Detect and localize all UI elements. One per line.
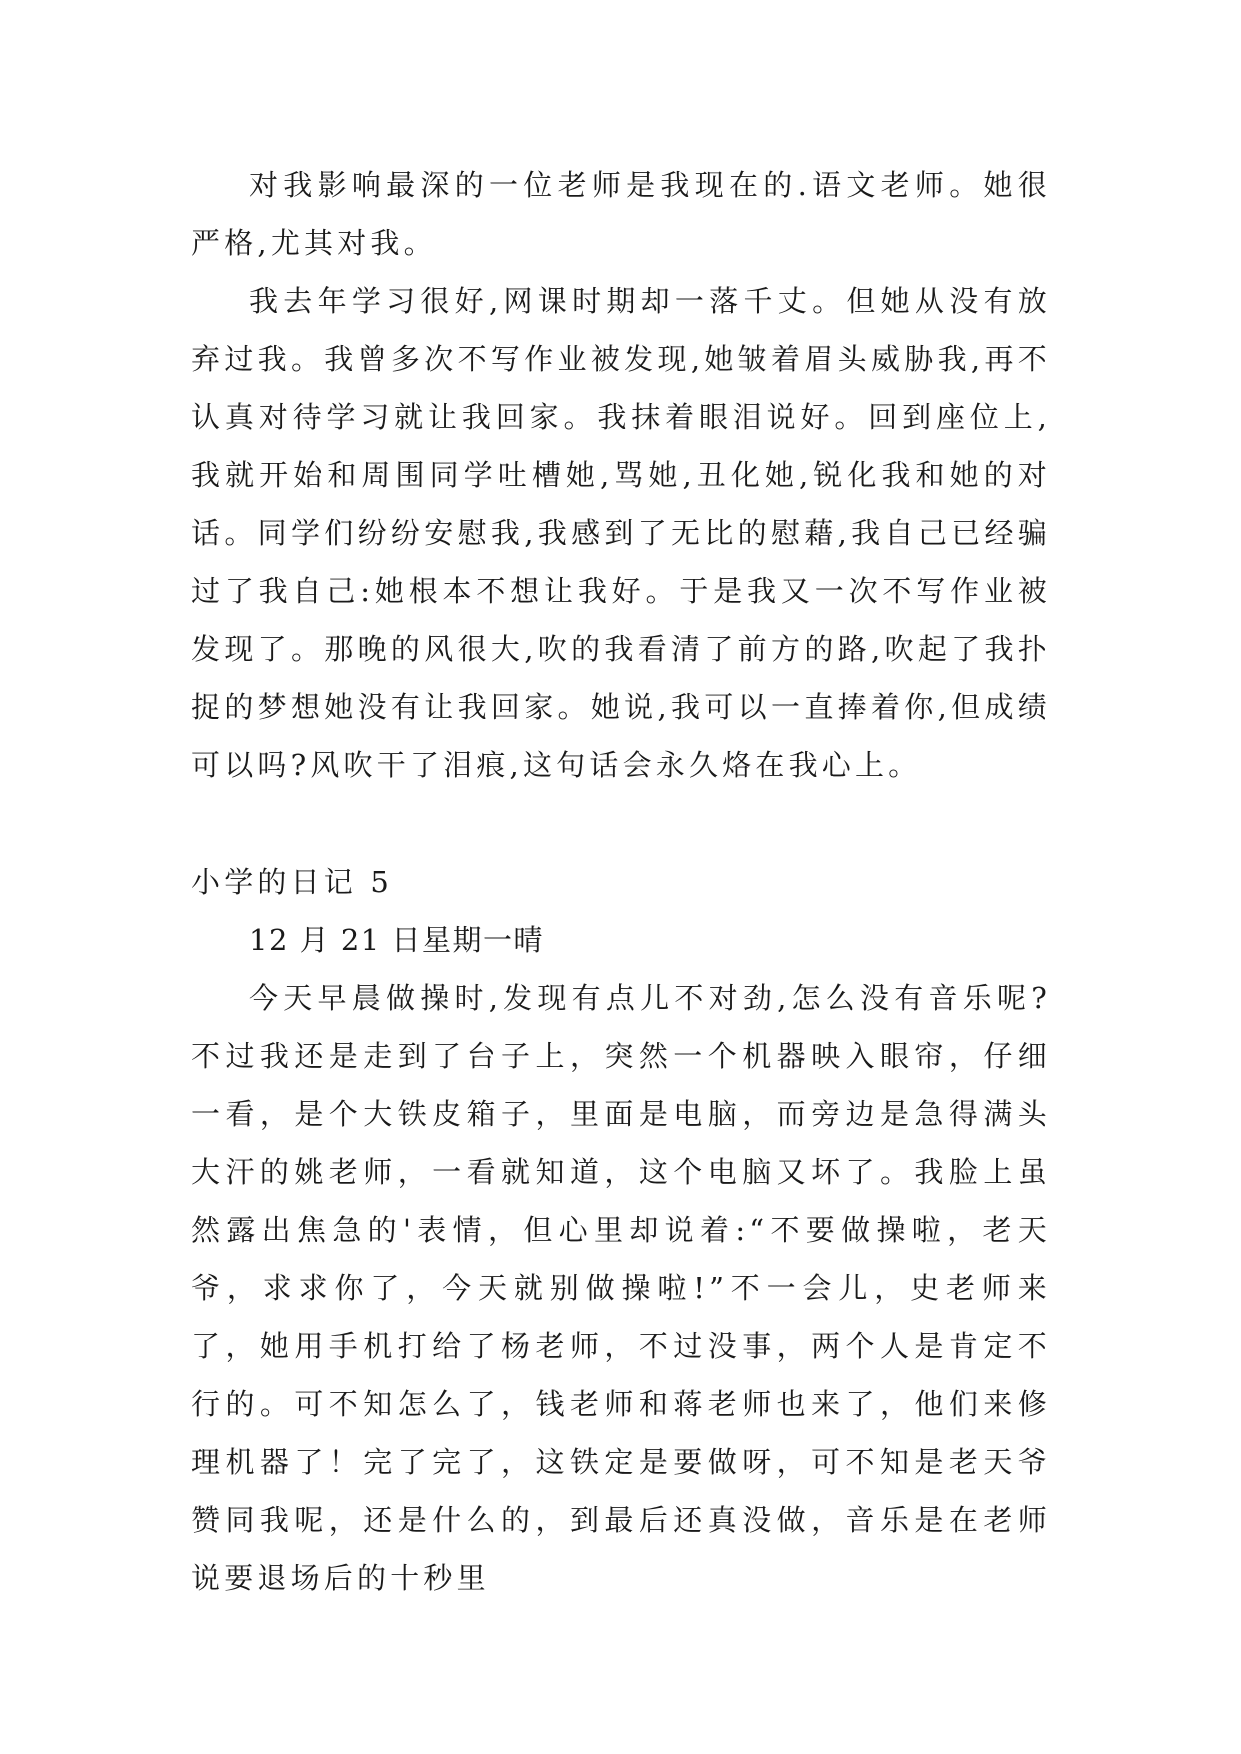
essay-paragraph-1: 对我影响最深的一位老师是我现在的.语文老师。她很严格,尤其对我。 xyxy=(191,168,1051,260)
diary-section xyxy=(191,853,1051,1607)
diary-paragraph-1: 今天早晨做操时,发现有点儿不对劲,怎么没有音乐呢?不过我还是走到了台子上，突然一个机器映入眼帘，仔细一看，是个大铁皮箱子，里面是电脑，而旁边是急得满头大汗的姚老师，一看就知道，这个电脑又坏了。我脸上虽然露出焦急的'表情，但心里却说着:“不要做操啦，老天爷，求求你了，今天就别做操啦!”不一会儿，史老师来了，她用手机打给了杨老师，不过没事，两个人是肯定不行的。可不知怎么了，钱老师和蒋老师也来了，他们来修理机器了！完了完了，这铁定是要做呀，可不知是老天爷赞同我呢，还是什么的，到最后还真没做，音乐是在老师说要退场后的十秒里 xyxy=(191,981,1051,1595)
essay-paragraph-2: 我去年学习很好,网课时期却一落千丈。但她从没有放弃过我。我曾多次不写作业被发现,她皱着眉头威胁我,再不认真对待学习就让我回家。我抹着眼泪说好。回到座位上,我就开始和周围同学吐槽她,骂她,丑化她,锐化我和她的对话。同学们纷纷安慰我,我感到了无比的慰藉,我自己已经骗过了我自己:她根本不想让我好。于是我又一次不写作业被发现了。那晚的风很大,吹的我看清了前方的路,吹起了我扑捉的梦想她没有让我回家。她说,我可以一直捧着你,但成绩可以吗?风吹干了泪痕,这句话会永久烙在我心上。 xyxy=(191,284,1051,782)
diary-heading: 小学的日记 5 xyxy=(191,865,394,899)
essay-section xyxy=(191,156,1051,794)
diary-date: 12 月 21 日星期一晴 xyxy=(249,923,544,957)
